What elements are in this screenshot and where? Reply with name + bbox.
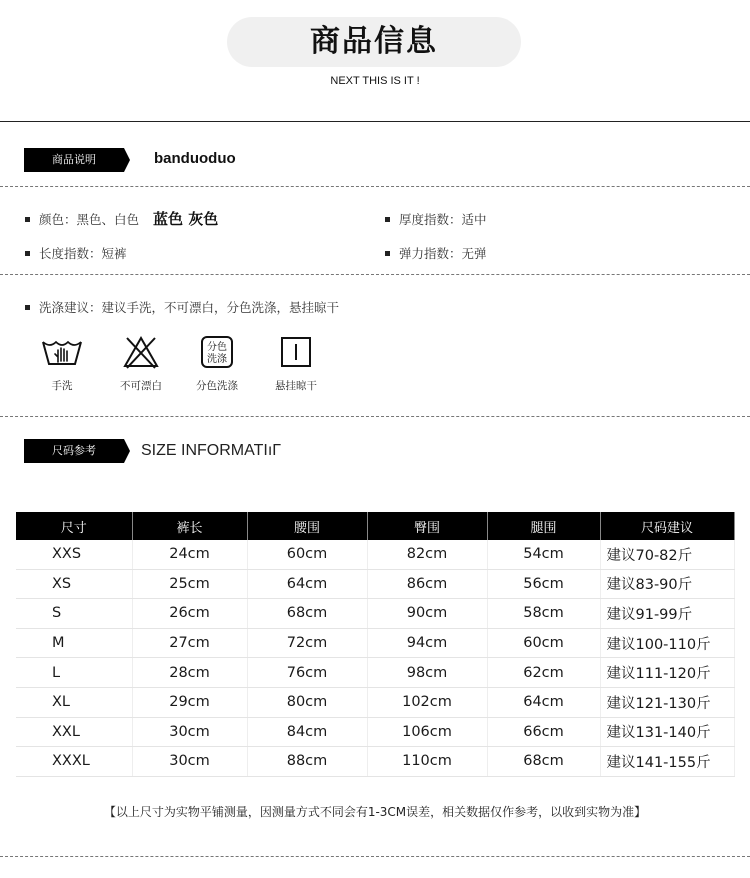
section-divider bbox=[0, 186, 750, 187]
cell-length: 30cm bbox=[132, 717, 247, 747]
cell-waist: 60cm bbox=[247, 540, 367, 569]
table-row bbox=[16, 540, 734, 569]
attribute-thickness bbox=[385, 210, 487, 228]
bullet-icon bbox=[25, 305, 30, 310]
size-heading: SIZE INFORMATIıГ bbox=[141, 442, 281, 459]
cell-thigh: 54cm bbox=[487, 540, 600, 569]
cell-hip: 106cm bbox=[367, 717, 487, 747]
table-row bbox=[16, 569, 734, 599]
page-title: 商品信息 bbox=[227, 17, 521, 67]
cell-size: XS bbox=[16, 569, 132, 599]
cell-size: XL bbox=[16, 687, 132, 717]
care-hand-wash bbox=[27, 335, 97, 393]
wash-separately-glyph-bottom: 洗涤 bbox=[207, 354, 227, 365]
cell-length: 28cm bbox=[132, 658, 247, 688]
washing-advice-text: 洗涤建议：建议手洗，不可漂白，分色洗涤，悬挂晾干 bbox=[39, 300, 340, 315]
size-label-tail bbox=[124, 439, 130, 463]
washing-advice bbox=[25, 298, 339, 316]
attribute-elasticity bbox=[385, 244, 487, 262]
cell-suggestion: 建议111-120斤 bbox=[600, 658, 734, 688]
attribute-color-highlight: 蓝色 灰色 bbox=[153, 210, 219, 228]
cell-length: 29cm bbox=[132, 687, 247, 717]
size-section-label: 尺码参考 bbox=[24, 439, 124, 463]
cell-waist: 68cm bbox=[247, 599, 367, 629]
header-divider bbox=[0, 121, 750, 122]
col-header-thigh: 腿围 bbox=[487, 512, 600, 540]
cell-thigh: 66cm bbox=[487, 717, 600, 747]
cell-size: L bbox=[16, 658, 132, 688]
bullet-icon bbox=[25, 251, 30, 256]
wash-separately-label: 分色洗涤 bbox=[196, 380, 238, 392]
no-bleach-icon bbox=[122, 335, 160, 369]
hand-wash-label: 手洗 bbox=[51, 380, 73, 392]
attribute-elasticity-label: 弹力指数：无弹 bbox=[399, 246, 487, 261]
care-hang-dry bbox=[261, 335, 331, 393]
size-table bbox=[16, 512, 735, 777]
cell-waist: 64cm bbox=[247, 569, 367, 599]
brand-name: banduoduo bbox=[154, 150, 236, 167]
cell-thigh: 58cm bbox=[487, 599, 600, 629]
cell-thigh: 64cm bbox=[487, 687, 600, 717]
cell-size: XXXL bbox=[16, 747, 132, 777]
cell-waist: 72cm bbox=[247, 628, 367, 658]
col-header-hip: 臀围 bbox=[367, 512, 487, 540]
cell-hip: 98cm bbox=[367, 658, 487, 688]
hang-dry-icon bbox=[279, 335, 313, 369]
care-wash-separately bbox=[182, 335, 252, 393]
cell-suggestion: 建议141-155斤 bbox=[600, 747, 734, 777]
col-header-waist: 腰围 bbox=[247, 512, 367, 540]
cell-hip: 94cm bbox=[367, 628, 487, 658]
col-header-suggestion: 尺码建议 bbox=[600, 512, 734, 540]
attribute-color-label: 颜色：黑色、白色 bbox=[39, 212, 140, 227]
cell-size: XXS bbox=[16, 540, 132, 569]
cell-size: M bbox=[16, 628, 132, 658]
wash-separately-icon bbox=[200, 335, 234, 369]
cell-suggestion: 建议131-140斤 bbox=[600, 717, 734, 747]
cell-hip: 110cm bbox=[367, 747, 487, 777]
cell-length: 27cm bbox=[132, 628, 247, 658]
cell-thigh: 60cm bbox=[487, 628, 600, 658]
page-subtitle: NEXT THIS IS IT ! bbox=[330, 75, 420, 87]
measurement-note: 【以上尺寸为实物平铺测量，因测量方式不同会有1-3CM误差，相关数据仅作参考，以收到实物为准】 bbox=[103, 805, 647, 819]
cell-suggestion: 建议83-90斤 bbox=[600, 569, 734, 599]
bullet-icon bbox=[385, 217, 390, 222]
cell-hip: 102cm bbox=[367, 687, 487, 717]
section-divider bbox=[0, 416, 750, 417]
cell-waist: 88cm bbox=[247, 747, 367, 777]
cell-hip: 82cm bbox=[367, 540, 487, 569]
care-no-bleach bbox=[106, 335, 176, 393]
cell-length: 30cm bbox=[132, 747, 247, 777]
col-header-size: 尺寸 bbox=[16, 512, 132, 540]
cell-suggestion: 建议91-99斤 bbox=[600, 599, 734, 629]
table-row bbox=[16, 747, 734, 777]
table-row bbox=[16, 599, 734, 629]
cell-size: S bbox=[16, 599, 132, 629]
table-row bbox=[16, 687, 734, 717]
cell-length: 24cm bbox=[132, 540, 247, 569]
cell-thigh: 56cm bbox=[487, 569, 600, 599]
cell-suggestion: 建议121-130斤 bbox=[600, 687, 734, 717]
hang-dry-label: 悬挂晾干 bbox=[275, 380, 317, 392]
cell-waist: 80cm bbox=[247, 687, 367, 717]
cell-waist: 76cm bbox=[247, 658, 367, 688]
bullet-icon bbox=[385, 251, 390, 256]
table-row bbox=[16, 628, 734, 658]
section-divider bbox=[0, 274, 750, 275]
description-label-tail bbox=[124, 148, 130, 172]
hand-wash-icon bbox=[40, 335, 84, 369]
bullet-icon bbox=[25, 217, 30, 222]
cell-thigh: 62cm bbox=[487, 658, 600, 688]
cell-hip: 90cm bbox=[367, 599, 487, 629]
attribute-length bbox=[25, 244, 127, 262]
cell-waist: 84cm bbox=[247, 717, 367, 747]
description-section-label: 商品说明 bbox=[24, 148, 124, 172]
no-bleach-label: 不可漂白 bbox=[120, 380, 162, 392]
table-row bbox=[16, 717, 734, 747]
attribute-thickness-label: 厚度指数：适中 bbox=[399, 212, 487, 227]
cell-size: XXL bbox=[16, 717, 132, 747]
wash-separately-glyph-top: 分色 bbox=[207, 342, 227, 353]
size-table-header bbox=[16, 512, 734, 540]
attribute-color bbox=[25, 208, 218, 229]
cell-length: 26cm bbox=[132, 599, 247, 629]
cell-length: 25cm bbox=[132, 569, 247, 599]
cell-thigh: 68cm bbox=[487, 747, 600, 777]
cell-suggestion: 建议100-110斤 bbox=[600, 628, 734, 658]
cell-suggestion: 建议70-82斤 bbox=[600, 540, 734, 569]
cell-hip: 86cm bbox=[367, 569, 487, 599]
col-header-length: 裤长 bbox=[132, 512, 247, 540]
table-row bbox=[16, 658, 734, 688]
attribute-length-label: 长度指数：短裤 bbox=[39, 246, 127, 261]
footer-divider bbox=[0, 856, 750, 857]
